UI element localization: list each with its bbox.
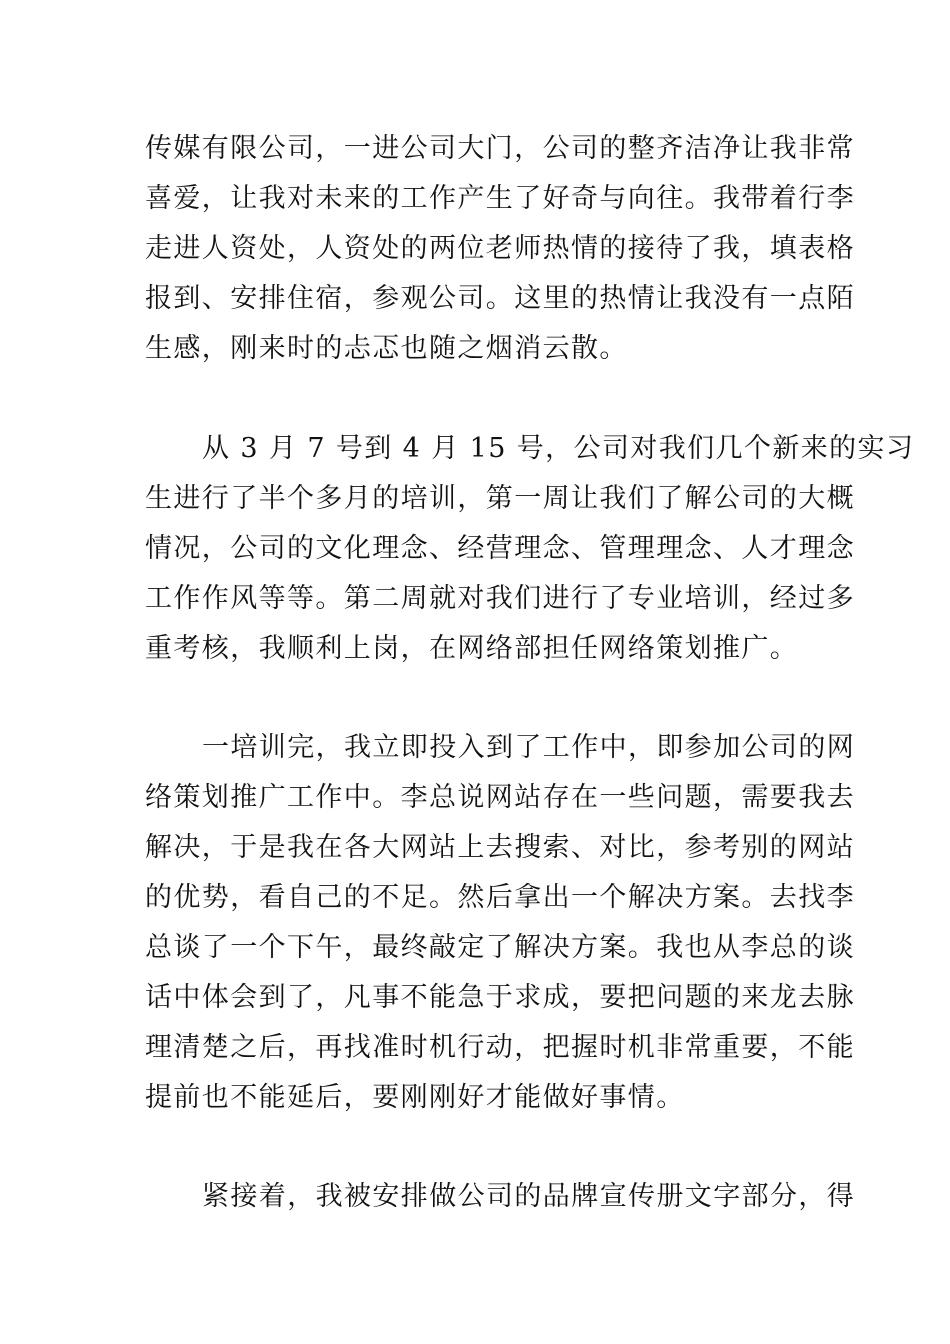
text-line: 话中体会到了，凡事不能急于求成，要把问题的来龙去脉 [145,982,855,1013]
text-line: 紧接着，我被安排做公司的品牌宣传册文字部分，得 [202,1181,856,1212]
text-line: 总谈了一个下午，最终敲定了解决方案。我也从李总的谈 [145,932,855,963]
text-line: 重考核，我顺利上岗，在网络部担任网络策划推广。 [145,633,799,664]
text-line: 情况，公司的文化理念、经营理念、管理理念、人才理念 [145,533,855,564]
text-line: 络策划推广工作中。李总说网站存在一些问题，需要我去 [145,782,855,813]
text-line: 提前也不能延后，要刚刚好才能做好事情。 [145,1082,685,1113]
text-line: 一培训完，我立即投入到了工作中，即参加公司的网 [202,732,856,763]
text-line: 理清楚之后，再找准时机行动，把握时机非常重要，不能 [145,1032,855,1063]
text-line: 生感，刚来时的忐忑也随之烟消云散。 [145,333,628,364]
text-line: 传媒有限公司，一进公司大门，公司的整齐洁净让我非常 [145,133,855,164]
text-line: 生进行了半个多月的培训，第一周让我们了解公司的大概 [145,483,855,514]
text-line: 解决，于是我在各大网站上去搜索、对比，参考别的网站 [145,832,855,863]
text-line: 走进人资处，人资处的两位老师热情的接待了我，填表格 [145,233,855,264]
text-line: 喜爱，让我对未来的工作产生了好奇与向往。我带着行李 [145,183,855,214]
text-line: 报到、安排住宿，参观公司。这里的热情让我没有一点陌 [145,283,855,314]
text-line: 的优势，看自己的不足。然后拿出一个解决方案。去找李 [145,882,855,913]
text-line: 从 3 月 7 号到 4 月 15 号，公司对我们几个新来的实习 [202,433,915,464]
text-line: 工作作风等等。第二周就对我们进行了专业培训，经过多 [145,583,855,614]
